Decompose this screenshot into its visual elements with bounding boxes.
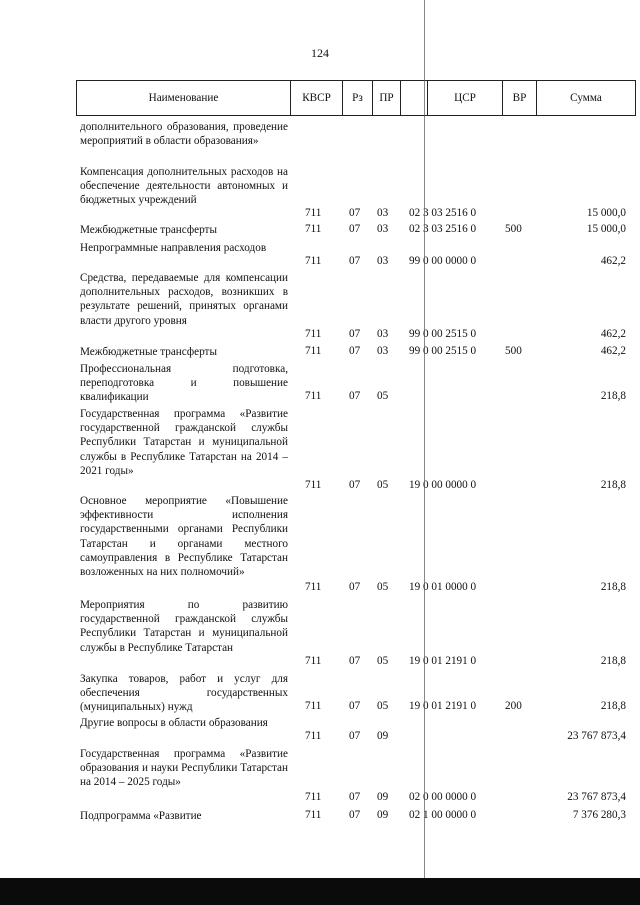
row-name: Государственная программа «Развитие государственной гражданской службы Республики Татарстан и муниципальной службы в Республике Татарстан на 2014 – 2021 годы» — [80, 408, 288, 477]
row-kvsr: 711 — [305, 223, 322, 235]
row-rz: 07 — [349, 809, 361, 821]
header-name: Наименование — [77, 81, 291, 115]
row-vr: 200 — [505, 700, 522, 712]
row-pr: 09 — [377, 791, 389, 803]
row-name: Профессиональная подготовка, переподготовка и повышение квалификации — [80, 363, 288, 404]
row-rz: 07 — [349, 255, 361, 267]
row-sum: 23 767 873,4 — [567, 791, 626, 803]
row-sum: 218,8 — [600, 655, 626, 667]
row-csr: 02 3 03 2516 0 — [409, 207, 477, 219]
row-name: дополнительного образования, проведение мероприятий в области образования» — [80, 121, 288, 148]
row-name: Основное мероприятие «Повышение эффективности исполнения государственными органами Республики Татарстан и органами местного самоуправления в Республике Татарстан возложенных на них полномочий» — [80, 495, 288, 579]
row-rz: 07 — [349, 223, 361, 235]
row-name: Межбюджетные трансферты — [80, 346, 217, 358]
row-csr: 02 1 00 0000 0 — [409, 809, 477, 821]
header-pr: ПР — [373, 81, 401, 115]
row-vr: 500 — [505, 345, 522, 357]
row-rz: 07 — [349, 479, 361, 491]
row-rz: 07 — [349, 791, 361, 803]
row-pr: 09 — [377, 730, 389, 742]
row-sum: 462,2 — [600, 328, 626, 340]
row-name: Компенсация дополнительных расходов на обеспечение деятельности автономных и бюджетных учреждений — [80, 166, 288, 207]
row-pr: 03 — [377, 207, 389, 219]
row-name: Мероприятия по развитию государственной гражданской службы Республики Татарстан и муниципальной службы в Республике Татарстан — [80, 599, 288, 654]
row-kvsr: 711 — [305, 581, 322, 593]
row-sum: 462,2 — [600, 345, 626, 357]
scan-bottom-edge — [0, 878, 640, 905]
row-name: Межбюджетные трансферты — [80, 224, 217, 236]
row-sum: 462,2 — [600, 255, 626, 267]
header-vr: ВР — [503, 81, 537, 115]
row-pr: 03 — [377, 345, 389, 357]
row-vr: 500 — [505, 223, 522, 235]
row-csr: 99 0 00 0000 0 — [409, 255, 477, 267]
row-rz: 07 — [349, 390, 361, 402]
row-pr: 03 — [377, 328, 389, 340]
row-pr: 05 — [377, 700, 389, 712]
row-sum: 7 376 280,3 — [572, 809, 626, 821]
row-csr: 19 0 01 0000 0 — [409, 581, 477, 593]
page-number: 124 — [311, 46, 329, 60]
row-kvsr: 711 — [305, 479, 322, 491]
row-pr: 05 — [377, 655, 389, 667]
row-csr: 19 0 01 2191 0 — [409, 700, 477, 712]
row-rz: 07 — [349, 581, 361, 593]
scan-fold-line — [424, 0, 425, 878]
row-kvsr: 711 — [305, 791, 322, 803]
row-kvsr: 711 — [305, 809, 322, 821]
row-sum: 218,8 — [600, 390, 626, 402]
row-name: Подпрограмма «Развитие — [80, 810, 202, 822]
row-pr: 03 — [377, 255, 389, 267]
header-kvsr: КВСР — [291, 81, 343, 115]
row-pr: 05 — [377, 390, 389, 402]
row-sum: 218,8 — [600, 700, 626, 712]
row-sum: 23 767 873,4 — [567, 730, 626, 742]
row-sum: 15 000,0 — [586, 223, 626, 235]
header-csr: ЦСР — [428, 81, 503, 115]
row-pr: 05 — [377, 581, 389, 593]
row-rz: 07 — [349, 730, 361, 742]
row-csr: 99 0 00 2515 0 — [409, 328, 477, 340]
row-rz: 07 — [349, 700, 361, 712]
row-kvsr: 711 — [305, 207, 322, 219]
row-name: Государственная программа «Развитие образования и науки Республики Татарстан на 2014 – 2025 годы» — [80, 748, 288, 789]
row-kvsr: 711 — [305, 328, 322, 340]
row-name: Другие вопросы в области образования — [80, 717, 268, 729]
row-rz: 07 — [349, 655, 361, 667]
row-name: Средства, передаваемые для компенсации дополнительных расходов, возникших в результате решений, принятых органами власти другого уровня — [80, 272, 288, 327]
header-sum: Сумма — [570, 92, 602, 104]
row-csr: 19 0 00 0000 0 — [409, 479, 477, 491]
row-kvsr: 711 — [305, 390, 322, 402]
row-name: Непрограммные направления расходов — [80, 242, 267, 254]
row-kvsr: 711 — [305, 255, 322, 267]
row-kvsr: 711 — [305, 655, 322, 667]
table-header — [76, 80, 636, 116]
row-csr: 19 0 01 2191 0 — [409, 655, 477, 667]
row-pr: 03 — [377, 223, 389, 235]
row-kvsr: 711 — [305, 345, 322, 357]
row-sum: 15 000,0 — [586, 207, 626, 219]
row-csr: 99 0 00 2515 0 — [409, 345, 477, 357]
row-rz: 07 — [349, 207, 361, 219]
row-rz: 07 — [349, 345, 361, 357]
row-kvsr: 711 — [305, 730, 322, 742]
row-csr: 02 3 03 2516 0 — [409, 223, 477, 235]
row-csr: 02 0 00 0000 0 — [409, 791, 477, 803]
row-pr: 09 — [377, 809, 389, 821]
row-sum: 218,8 — [600, 581, 626, 593]
row-sum: 218,8 — [600, 479, 626, 491]
row-pr: 05 — [377, 479, 389, 491]
row-name: Закупка товаров, работ и услуг для обеспечения государственных (муниципальных) нужд — [80, 673, 288, 714]
row-rz: 07 — [349, 328, 361, 340]
row-kvsr: 711 — [305, 700, 322, 712]
header-rz: Рз — [343, 81, 373, 115]
